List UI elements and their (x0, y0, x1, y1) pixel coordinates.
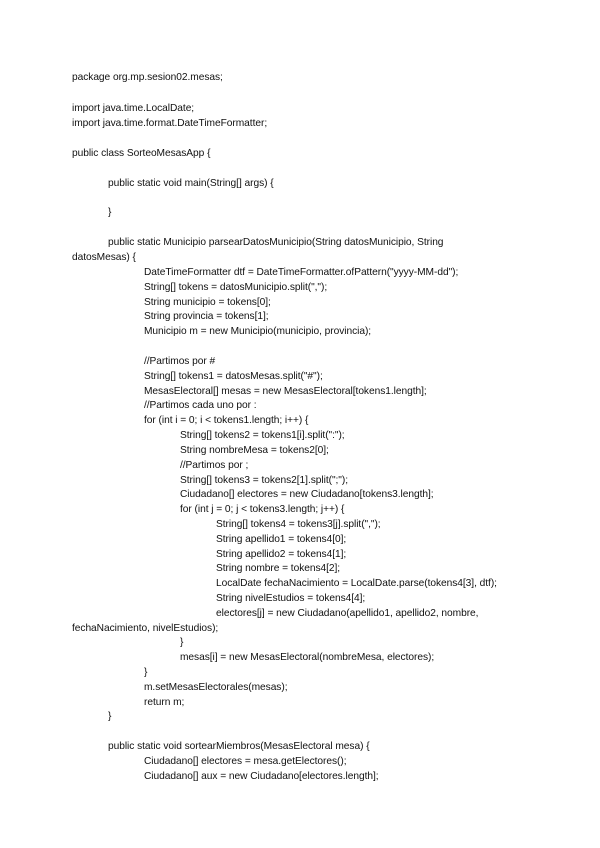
code-line: LocalDate fechaNacimiento = LocalDate.parse(tokens4[3], dtf); (216, 578, 497, 589)
code-line: electores[j] = new Ciudadano(apellido1, apellido2, nombre, (216, 608, 479, 619)
code-line: package org.mp.sesion02.mesas; (72, 72, 223, 83)
code-line: String nombreMesa = tokens2[0]; (180, 445, 329, 456)
code-line: DateTimeFormatter dtf = DateTimeFormatter.ofPattern("yyyy-MM-dd"); (144, 267, 459, 278)
code-line: import java.time.format.DateTimeFormatter; (72, 118, 268, 129)
code-line: String nivelEstudios = tokens4[4]; (216, 593, 366, 604)
code-line: //Partimos cada uno por : (144, 400, 257, 411)
code-line: String provincia = tokens[1]; (144, 311, 269, 322)
code-line: for (int i = 0; i < tokens1.length; i++) { (144, 415, 309, 426)
code-line: m.setMesasElectorales(mesas); (144, 682, 288, 693)
code-line: //Partimos por # (144, 356, 216, 367)
code-line: public static Municipio parsearDatosMunicipio(String datosMunicipio, String (108, 237, 444, 248)
code-line: String[] tokens2 = tokens1[i].split(":"); (180, 430, 345, 441)
code-line: Ciudadano[] aux = new Ciudadano[electores.length]; (144, 771, 379, 782)
code-line: fechaNacimiento, nivelEstudios); (72, 623, 219, 634)
code-line: return m; (144, 697, 185, 708)
code-line: } (180, 637, 184, 648)
code-line: Ciudadano[] electores = new Ciudadano[tokens3.length]; (180, 489, 434, 500)
code-line: String[] tokens = datosMunicipio.split(","); (144, 282, 328, 293)
code-line: public static void main(String[] args) { (108, 178, 274, 189)
code-line: public static void sortearMiembros(MesasElectoral mesa) { (108, 741, 370, 752)
code-line: public class SorteoMesasApp { (72, 148, 211, 159)
code-line: String municipio = tokens[0]; (144, 297, 271, 308)
code-line: mesas[i] = new MesasElectoral(nombreMesa, electores); (180, 652, 435, 663)
code-line: Ciudadano[] electores = mesa.getElectores(); (144, 756, 347, 767)
code-line: } (108, 711, 112, 722)
code-line: } (144, 667, 148, 678)
code-line: String[] tokens4 = tokens3[j].split(","); (216, 519, 381, 530)
code-line: String[] tokens3 = tokens2[1].split(";"); (180, 475, 348, 486)
code-line: String apellido2 = tokens4[1]; (216, 549, 347, 560)
code-line: String[] tokens1 = datosMesas.split("#"); (144, 371, 323, 382)
code-line: for (int j = 0; j < tokens3.length; j++) { (180, 504, 345, 515)
code-line: Municipio m = new Municipio(municipio, provincia); (144, 326, 372, 337)
code-line: datosMesas) { (72, 252, 136, 263)
code-line: } (108, 207, 112, 218)
code-line: String apellido1 = tokens4[0]; (216, 534, 347, 545)
code-line: String nombre = tokens4[2]; (216, 563, 341, 574)
code-line: import java.time.LocalDate; (72, 103, 195, 114)
code-line: MesasElectoral[] mesas = new MesasElectoral[tokens1.length]; (144, 386, 427, 397)
code-line: //Partimos por ; (180, 460, 249, 471)
